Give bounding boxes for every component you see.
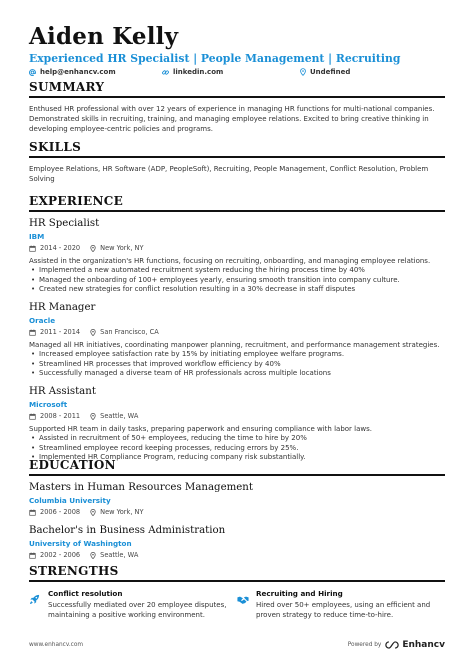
summary-text: Enthused HR professional with over 12 years of experience in managing HR functions for multi-national companies. Demonstrated skills in recruiting, training, and managing employee relations. Excited to bring creative thinking in developing employee-centric policies and programs. — [29, 105, 435, 134]
calendar-icon — [29, 329, 36, 336]
job-meta — [29, 328, 445, 337]
job-bullets — [29, 266, 445, 295]
strengths-list — [29, 589, 445, 620]
rocket-icon — [29, 590, 45, 620]
linkedin-text: linkedin.com — [173, 68, 224, 76]
school-name[interactable]: Columbia University — [29, 496, 111, 505]
powered-by-text: Powered by — [347, 642, 382, 648]
education-dates — [29, 508, 80, 517]
location-pin-icon — [90, 245, 96, 252]
contact-row — [29, 68, 445, 76]
brand-name: Enhancv — [402, 640, 445, 650]
education-location-text: New York, NY — [100, 508, 144, 516]
education-location-text: Seattle, WA — [100, 551, 139, 559]
location-text: Undefined — [310, 68, 351, 76]
calendar-icon — [29, 413, 36, 420]
handshake-icon — [237, 590, 253, 620]
education-entry — [29, 524, 445, 560]
job-location — [90, 244, 143, 253]
education-location — [90, 508, 143, 517]
contact-email[interactable] — [29, 68, 162, 76]
job-bullet: • Streamlined HR processes that improved workflow efficiency by 40% — [29, 360, 445, 370]
strength-item — [29, 589, 237, 620]
strength-title: Recruiting and Hiring — [256, 589, 343, 598]
job-dates — [29, 412, 80, 421]
education-meta — [29, 508, 445, 517]
job-dates-text: 2011 - 2014 — [40, 327, 81, 336]
location-pin-icon — [90, 413, 96, 420]
job-bullet: • Assisted in recruitment of 50+ employees, reducing the time to hire by 20% — [29, 434, 445, 444]
location-pin-icon — [90, 552, 96, 559]
location-pin-icon — [300, 68, 306, 76]
skills-section — [29, 140, 445, 184]
degree-title: Bachelor's in Business Administration — [29, 525, 226, 536]
job-bullet: • Increased employee satisfaction rate by 15% by initiating employee welfare programs. — [29, 350, 445, 360]
skills-title: SKILLS — [29, 140, 445, 158]
job-bullet: • Implemented a new automated recruitment system reducing the hiring process time by 40% — [29, 266, 445, 276]
footer-website[interactable]: www.enhancv.com — [29, 642, 84, 648]
strength-body — [45, 589, 237, 620]
job-bullet: • Implemented HR Compliance Program, reducing company risk substantially. — [29, 453, 445, 463]
education-title: EDUCATION — [29, 458, 445, 476]
job-entry — [29, 217, 445, 295]
job-entry — [29, 385, 445, 463]
strength-body — [253, 589, 445, 620]
strength-description: Successfully mediated over 20 employee disputes, maintaining a positive working environment. — [48, 601, 227, 619]
education-entry — [29, 481, 445, 517]
company-name[interactable]: IBM — [29, 232, 45, 241]
company-name[interactable]: Microsoft — [29, 399, 68, 409]
education-meta — [29, 551, 445, 560]
contact-location — [300, 68, 350, 76]
job-dates — [29, 328, 80, 337]
job-dates-text: 2008 - 2011 — [40, 411, 81, 420]
job-meta — [29, 412, 445, 421]
resume-header — [29, 24, 445, 76]
brand-logo[interactable] — [385, 640, 445, 650]
experience-title: EXPERIENCE — [29, 194, 445, 212]
degree-title: Masters in Human Resources Management — [29, 482, 253, 493]
job-description: Managed all HR initiatives, coordinating manpower planning, recruitment, and performance management strategies. — [29, 340, 440, 349]
job-location-text: New York, NY — [100, 244, 144, 252]
powered-by — [348, 640, 445, 650]
summary-section — [29, 80, 445, 135]
enhancv-logo-icon — [385, 641, 399, 649]
at-icon — [29, 69, 36, 76]
education-dates-text: 2006 - 2008 — [40, 508, 81, 516]
job-title: HR Manager — [29, 301, 96, 313]
job-meta — [29, 244, 445, 253]
candidate-headline: Experienced HR Specialist | People Management | Recruiting — [29, 52, 401, 65]
strengths-section — [29, 564, 445, 620]
job-bullets — [29, 350, 445, 379]
education-location — [90, 551, 138, 560]
job-dates — [29, 244, 80, 253]
calendar-icon — [29, 509, 36, 516]
candidate-name: Aiden Kelly — [29, 23, 179, 50]
calendar-icon — [29, 552, 36, 559]
strengths-title: STRENGTHS — [29, 564, 445, 582]
page-footer — [29, 640, 445, 650]
job-dates-text: 2014 - 2020 — [40, 244, 81, 252]
job-location — [90, 328, 159, 337]
experience-section — [29, 194, 445, 463]
skills-text: Employee Relations, HR Software (ADP, PeopleSoft), Recruiting, People Management, Conflict Resolution, Problem Solving — [29, 165, 429, 184]
job-description: Supported HR team in daily tasks, preparing paperwork and ensuring compliance with labor laws. — [29, 424, 372, 433]
education-dates — [29, 551, 80, 560]
contact-linkedin[interactable] — [162, 68, 300, 76]
job-title: HR Assistant — [29, 385, 96, 397]
job-entry — [29, 301, 445, 379]
location-pin-icon — [90, 329, 96, 336]
strength-item — [237, 589, 445, 620]
job-title: HR Specialist — [29, 218, 100, 229]
job-location-text: Seattle, WA — [100, 411, 139, 420]
job-bullet: • Successfully managed a diverse team of HR professionals across multiple locations — [29, 369, 445, 379]
job-bullet: • Created new strategies for conflict resolution resulting in a 30% decrease in staff disputes — [29, 285, 445, 295]
summary-title: SUMMARY — [29, 80, 445, 98]
strength-description: Hired over 50+ employees, using an efficient and proven strategy to reduce time-to-hire. — [256, 601, 431, 619]
job-location — [90, 412, 138, 421]
education-dates-text: 2002 - 2006 — [40, 551, 81, 559]
job-location-text: San Francisco, CA — [100, 327, 159, 336]
email-text: help@enhancv.com — [40, 68, 116, 76]
strength-title: Conflict resolution — [48, 589, 123, 598]
calendar-icon — [29, 245, 36, 252]
job-bullet: • Streamlined employee record keeping processes, reducing errors by 25%. — [29, 444, 445, 454]
job-description: Assisted in the organization's HR functions, focusing on recruiting, onboarding, and managing employee relations. — [29, 257, 431, 265]
education-section — [29, 458, 445, 560]
location-pin-icon — [90, 509, 96, 516]
link-icon — [162, 69, 169, 76]
job-bullet: • Managed the onboarding of 100+ employees yearly, ensuring smooth transition into company culture. — [29, 276, 445, 286]
school-name[interactable]: University of Washington — [29, 539, 132, 548]
company-name[interactable]: Oracle — [29, 315, 56, 325]
